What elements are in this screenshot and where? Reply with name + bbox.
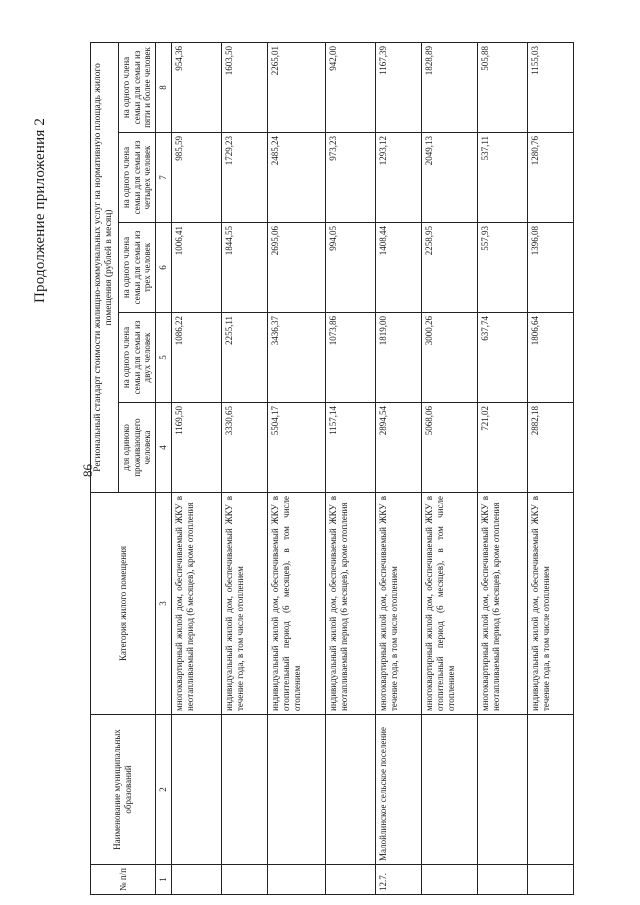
table-row <box>375 42 421 894</box>
value-cell: 1157,14 <box>325 403 375 493</box>
value-cell: 1293,12 <box>375 133 421 223</box>
value-cell: 2485,24 <box>267 133 325 223</box>
municipality-cell <box>527 715 573 865</box>
value-cell: 2695,06 <box>267 223 325 313</box>
value-cell: 1806,64 <box>527 313 573 403</box>
column-number: 6 <box>156 223 172 313</box>
column-number-row <box>156 42 172 894</box>
header-sub-4: на одного члена семьи для семьи из четырех человек <box>118 133 155 223</box>
category-cell: индивидуальный жилой дом, обеспечиваемый ЖКУ в неотапливаемый период (6 месяцев), кроме отопления <box>325 493 375 715</box>
column-number: 5 <box>156 313 172 403</box>
value-cell: 2255,11 <box>221 313 267 403</box>
header-sub-3: на одного члена семьи для семьи из трех человек <box>118 223 155 313</box>
value-cell: 1603,50 <box>221 42 267 132</box>
row-number-cell <box>325 865 375 895</box>
header-standard-group: Региональный стандарт стоимости жилищно-коммунальных услуг на нормативную площадь жилого помещения (рублей в месяц) <box>91 42 119 492</box>
row-number-cell <box>421 865 477 895</box>
value-cell: 3436,37 <box>267 313 325 403</box>
value-cell: 1169,50 <box>171 403 221 493</box>
column-number: 7 <box>156 133 172 223</box>
value-cell: 1280,76 <box>527 133 573 223</box>
category-cell: многоквартирный жилой дом, обеспечиваемый ЖКУ в течение года, в том числе отоплением <box>375 493 421 715</box>
row-number-cell <box>527 865 573 895</box>
table-row <box>325 42 375 894</box>
row-number-cell <box>221 865 267 895</box>
value-cell: 3330,65 <box>221 403 267 493</box>
municipality-cell <box>477 715 527 865</box>
category-cell: индивидуальный жилой дом, обеспечиваемый ЖКУ в течение года, в том числе отоплением <box>221 493 267 715</box>
value-cell: 973,23 <box>325 133 375 223</box>
category-cell: многоквартирный жилой дом, обеспечиваемый ЖКУ в неотапливаемый период (6 месяцев), кроме отопления <box>477 493 527 715</box>
municipality-cell <box>221 715 267 865</box>
column-number: 4 <box>156 403 172 493</box>
municipality-cell <box>171 715 221 865</box>
value-cell: 637,74 <box>477 313 527 403</box>
value-cell: 721,02 <box>477 403 527 493</box>
value-cell: 1408,44 <box>375 223 421 313</box>
row-number-cell <box>171 865 221 895</box>
value-cell: 1167,39 <box>375 42 421 132</box>
category-cell: индивидуальный жилой дом, обеспечиваемый ЖКУ в отопительный период (6 месяцев), в том числе отоплением <box>267 493 325 715</box>
header-no: № п/п <box>91 865 156 895</box>
regional-standard-table <box>90 42 574 895</box>
header-category: Категория жилого помещения <box>91 493 156 715</box>
table-body <box>171 42 573 894</box>
column-number: 2 <box>156 715 172 865</box>
value-cell: 994,05 <box>325 223 375 313</box>
value-cell: 1073,86 <box>325 313 375 403</box>
value-cell: 1155,03 <box>527 42 573 132</box>
appendix-label: Продолжение приложения 2 <box>32 117 48 303</box>
municipality-cell <box>267 715 325 865</box>
value-cell: 985,59 <box>171 133 221 223</box>
municipality-cell <box>325 715 375 865</box>
table-row <box>421 42 477 894</box>
header-municipality: Наименование муниципальных образований <box>91 715 156 865</box>
value-cell: 2894,54 <box>375 403 421 493</box>
value-cell: 505,88 <box>477 42 527 132</box>
value-cell: 2882,18 <box>527 403 573 493</box>
value-cell: 942,00 <box>325 42 375 132</box>
value-cell: 1086,22 <box>171 313 221 403</box>
header-sub-5: на одного члена семьи для семьи из пяти и более человек <box>118 42 155 132</box>
table-header <box>91 42 172 894</box>
header-sub-2: на одного члена семьи для семьи из двух человек <box>118 313 155 403</box>
category-cell: многоквартирный жилой дом, обеспечиваемый ЖКУ в отопительный период (6 месяцев), в том числе отоплением <box>421 493 477 715</box>
page-number: 86 <box>80 464 95 477</box>
value-cell: 1006,41 <box>171 223 221 313</box>
municipality-cell: Малойлинское сельское поселение <box>375 715 421 865</box>
value-cell: 2258,95 <box>421 223 477 313</box>
table-row <box>267 42 325 894</box>
table-row <box>527 42 573 894</box>
value-cell: 2049,13 <box>421 133 477 223</box>
table-row <box>477 42 527 894</box>
value-cell: 3000,26 <box>421 313 477 403</box>
column-number: 1 <box>156 865 172 895</box>
value-cell: 1828,89 <box>421 42 477 132</box>
row-number-cell: 12.7. <box>375 865 421 895</box>
value-cell: 557,93 <box>477 223 527 313</box>
value-cell: 1729,23 <box>221 133 267 223</box>
table-row <box>171 42 221 894</box>
value-cell: 537,11 <box>477 133 527 223</box>
value-cell: 1819,00 <box>375 313 421 403</box>
value-cell: 1844,55 <box>221 223 267 313</box>
municipality-cell <box>421 715 477 865</box>
value-cell: 954,36 <box>171 42 221 132</box>
value-cell: 5068,06 <box>421 403 477 493</box>
value-cell: 5504,17 <box>267 403 325 493</box>
column-number: 8 <box>156 42 172 132</box>
value-cell: 1396,08 <box>527 223 573 313</box>
row-number-cell <box>267 865 325 895</box>
table-row <box>221 42 267 894</box>
row-number-cell <box>477 865 527 895</box>
category-cell: индивидуальный жилой дом, обеспечиваемый ЖКУ в течение года, в том числе отоплением <box>527 493 573 715</box>
column-number: 3 <box>156 493 172 715</box>
header-sub-1: для одиноко проживающего человека <box>118 403 155 493</box>
value-cell: 2265,01 <box>267 42 325 132</box>
category-cell: многоквартирный жилой дом, обеспечиваемый ЖКУ в неотапливаемый период (6 месяцев), кроме отопления <box>171 493 221 715</box>
